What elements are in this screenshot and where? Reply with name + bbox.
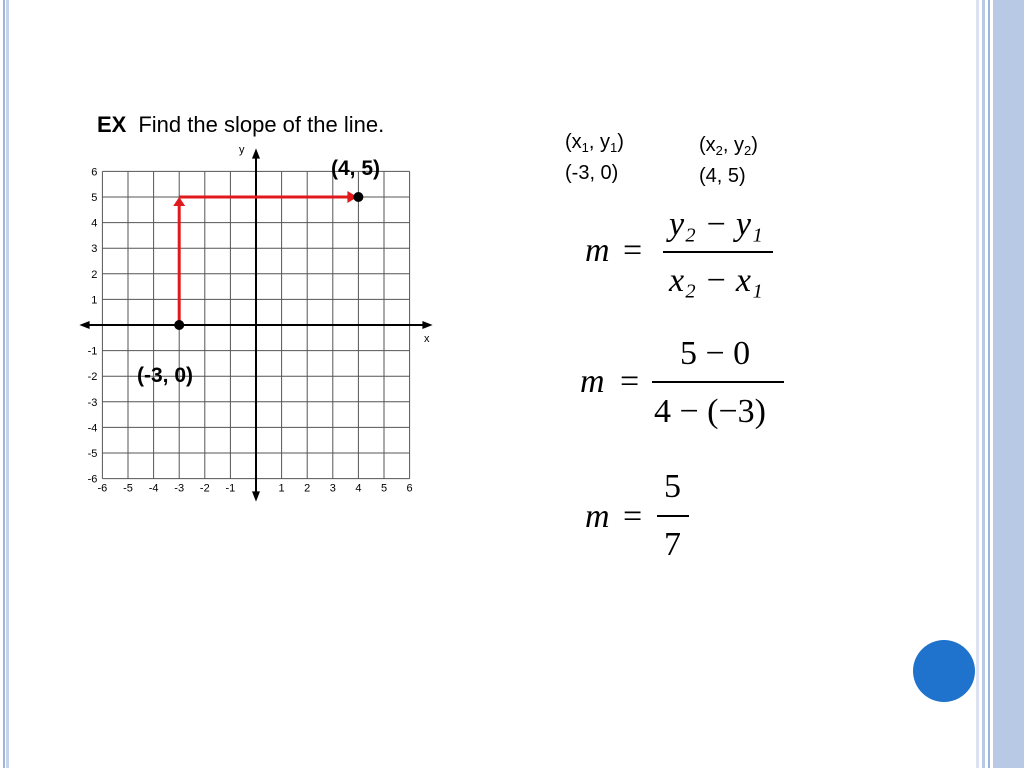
y-tick-label: -1 xyxy=(87,345,98,358)
substitution-equation xyxy=(580,335,790,435)
y-tick-label: 5 xyxy=(91,192,98,204)
point1-marker xyxy=(174,320,184,330)
y-tick-label: 4 xyxy=(91,217,98,230)
axis-arrowhead xyxy=(422,321,432,329)
problem-text: Find the slope of the line. xyxy=(138,112,385,137)
x-tick-label: -1 xyxy=(225,482,236,495)
point1-label: (-3, 0) xyxy=(137,364,194,387)
x-tick-label: -3 xyxy=(174,482,185,495)
right-border-decoration xyxy=(976,0,1024,768)
x-tick-label: 6 xyxy=(406,482,413,495)
x-tick-label: -4 xyxy=(148,482,159,495)
point2-marker xyxy=(353,192,363,202)
coordinate-graph xyxy=(60,140,450,510)
axis-arrowhead xyxy=(79,321,89,329)
axis-arrowhead xyxy=(252,148,260,158)
fraction-bar xyxy=(657,515,689,517)
equals-sign: = xyxy=(620,363,640,400)
point2-label: (4, 5) xyxy=(331,157,381,180)
x-tick-label: 1 xyxy=(278,482,285,495)
fraction-bar xyxy=(652,381,784,383)
decorative-blue-circle xyxy=(913,640,975,702)
x-tick-label: -2 xyxy=(199,482,210,495)
x-axis-label: x xyxy=(424,333,430,345)
y-tick-label: 6 xyxy=(91,166,98,179)
y-tick-label: 2 xyxy=(91,268,98,281)
substitution-numerator: 5 − 0 xyxy=(680,335,751,372)
point2-variable-header: ($x_2$, $y_2$) xyxy=(699,134,758,158)
y-tick-label: 3 xyxy=(91,243,98,256)
result-numerator: 5 xyxy=(664,468,681,505)
m-symbol: m xyxy=(580,363,605,400)
point1-variable-header: ($x_1$, $y_1$) xyxy=(565,131,624,155)
y-tick-label: -4 xyxy=(87,422,98,435)
point1-value: (-3, 0) xyxy=(565,162,619,184)
slope-formula xyxy=(585,206,785,310)
y-tick-label: 1 xyxy=(91,294,98,307)
graph-svg xyxy=(60,140,450,510)
x-tick-label: -6 xyxy=(97,482,108,495)
example-label: EX xyxy=(97,112,127,137)
x-tick-label: 4 xyxy=(355,482,362,495)
y-tick-label: -6 xyxy=(87,473,98,486)
axis-arrowhead xyxy=(252,491,260,501)
equals-sign: = xyxy=(623,232,643,269)
m-symbol: m xyxy=(585,232,610,269)
result-equation xyxy=(585,470,705,570)
x-tick-label: -5 xyxy=(123,482,133,495)
y-tick-label: -5 xyxy=(87,448,98,460)
formula-denominator: x₂ − x₁ xyxy=(669,262,763,299)
left-border-decoration xyxy=(0,0,9,768)
equals-sign: = xyxy=(623,498,643,535)
fraction-bar xyxy=(663,251,773,253)
y-tick-label: -3 xyxy=(87,396,98,409)
y-tick-label: -2 xyxy=(87,371,98,384)
point2-value: (4, 5) xyxy=(699,165,746,187)
m-symbol: m xyxy=(585,498,610,535)
substitution-denominator: 4 − (−3) xyxy=(654,393,766,430)
y-axis-label: y xyxy=(239,144,245,156)
formula-numerator: y₂ − y₁ xyxy=(669,206,763,243)
x-tick-label: 5 xyxy=(380,482,388,495)
x-tick-label: 3 xyxy=(329,482,336,495)
result-denominator: 7 xyxy=(664,526,681,563)
problem-title xyxy=(97,112,384,138)
x-tick-label: 2 xyxy=(304,482,311,495)
